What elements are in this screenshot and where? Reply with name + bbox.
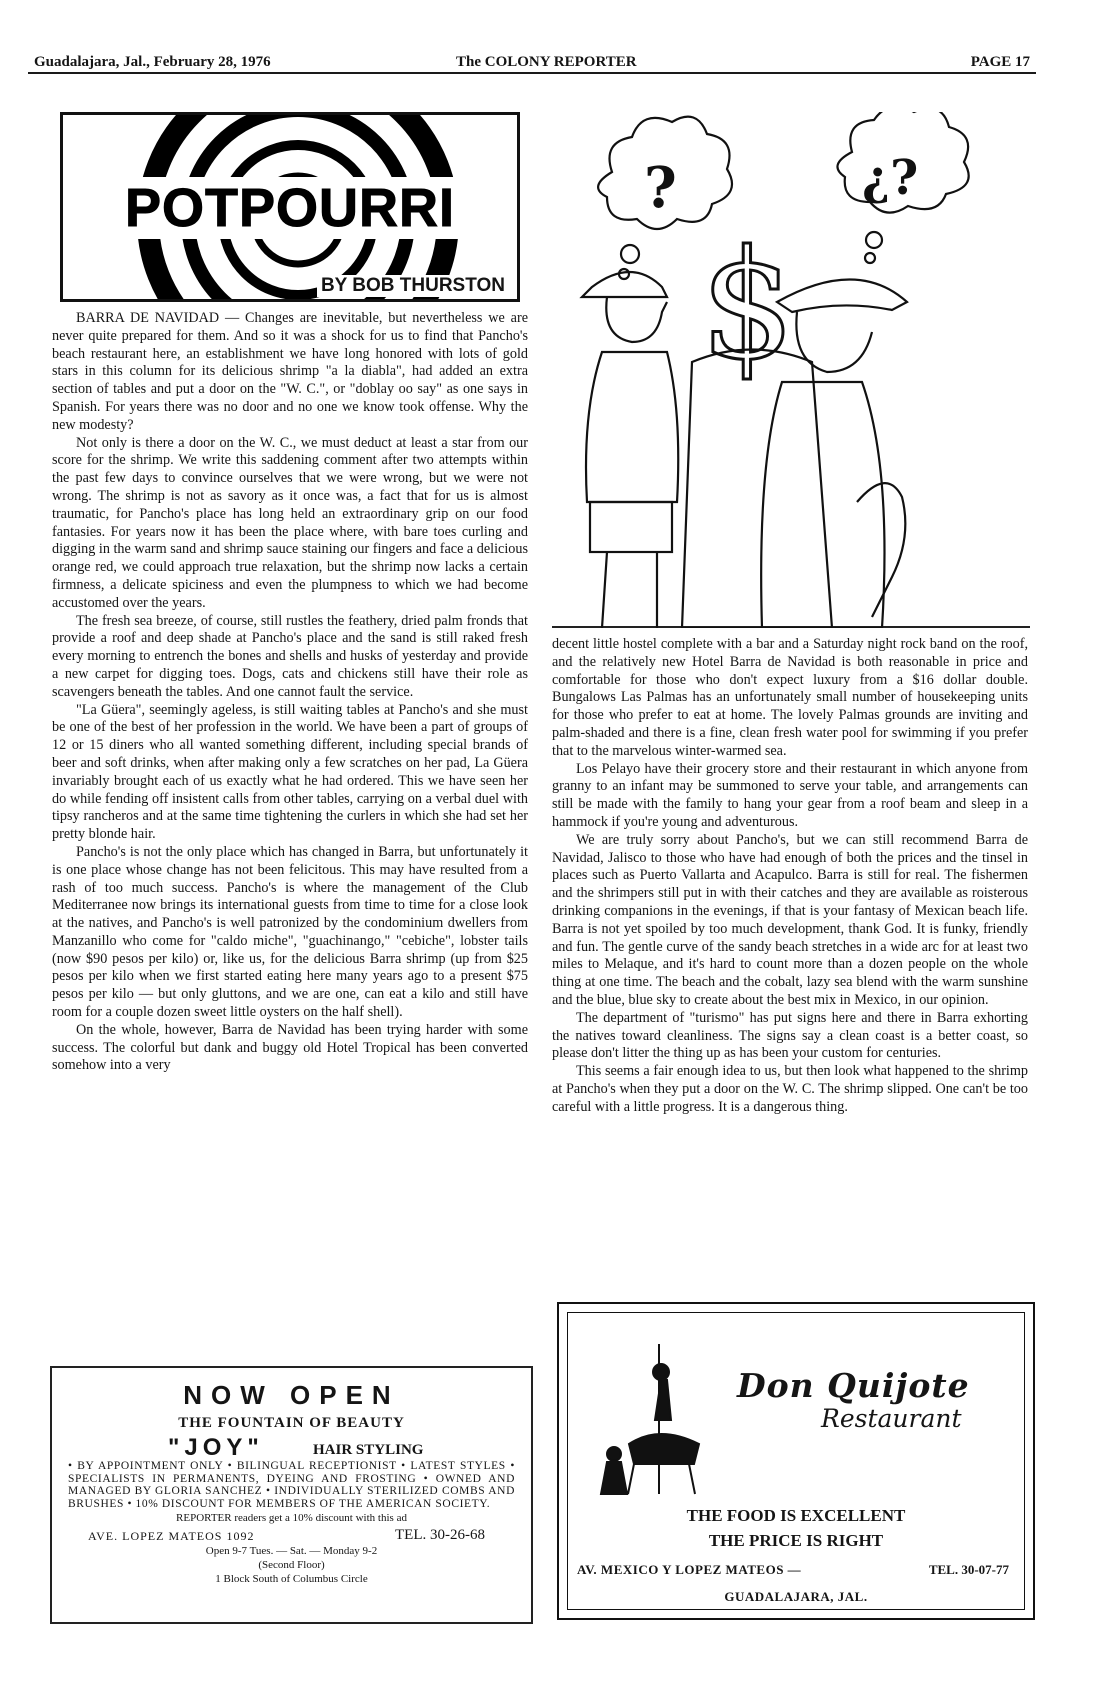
don-quijote-figure-icon: [589, 1334, 729, 1504]
restaurant-city: GUADALAJARA, JAL.: [724, 1589, 868, 1604]
ad-slogan-price: THE PRICE IS RIGHT: [708, 1531, 884, 1550]
cartoon-illustration: [552, 112, 1030, 628]
article-paragraph: Not only is there a door on the W. C., we must deduct at least a star from our score for the shrimp. We write this saddening comment after two attempts within the past few days to convince ourselves that we were wrong, but we were not wrong. The shrimp is not as savory as it once was, a fact that for us is almost traumatic, for Pancho's place has long held an extraordinary grip on our food fantasies. For years now it has been the place where, with bare toes curling and digging in the warm sand and shrimp sauce staining our fingers and face a delicious orange red, we could approach true relaxation, but the shrimp now lacks a certain firmness, a delicate spiciness and even the plumpness to which we had become accustomed over the years.: [52, 434, 528, 611]
thought-bubble-dot: [865, 253, 875, 263]
thought-question-left: ?: [644, 155, 677, 221]
ad-floor: (Second Floor): [258, 1559, 325, 1571]
restaurant-telephone: TEL. 30-07-77: [928, 1562, 1009, 1577]
editorial-cartoon: [552, 112, 1030, 628]
right-man-sombrero: [777, 280, 907, 313]
left-man-head: [606, 297, 667, 342]
ad-telephone: TEL. 30-26-68: [395, 1527, 485, 1543]
ad-salon-name: "JOY": [168, 1434, 264, 1461]
page-header: [28, 50, 1036, 74]
header-newspaper-name: The COLONY REPORTER: [456, 54, 637, 70]
thought-question-right: ¿?: [862, 150, 919, 206]
article-paragraph: decent little hostel complete with a bar and a Saturday night rock band on the roof, and the relatively new Hotel Barra de Navidad is both reasonable in price and comfortable for those who don't expect luxury from a $16 dollar double. Bungalows Las Palmas has an unfortunately small number of housekeeping units for those who prefer to eat at home. The lovely Palmas grounds are inviting and palm-shaded and there is a fine, clean fresh water pool for swimming if you prefer that to the marvelous winter-warmed sea.: [552, 636, 1028, 759]
knight-head: [653, 1364, 669, 1380]
ad-service: HAIR STYLING: [313, 1442, 424, 1458]
ad-reader-discount: REPORTER readers get a 10% discount with this ad: [176, 1512, 407, 1524]
left-man-hat: [582, 272, 667, 297]
left-man-shorts: [590, 502, 672, 552]
ad-details: • BY APPOINTMENT ONLY • BILINGUAL RECEPTIONIST • LATEST STYLES • SPECIALISTS IN PERMANENTS, DYEING AND FROSTING • OWNED AND MANAGED BY GLORIA SANCHEZ • INDIVIDUALLY STERILIZED COMBS AND BRUSHES • 10% DISCOUNT FOR MEMBERS OF THE AMERICAN SOCIETY.: [68, 1460, 515, 1510]
left-man-legs: [602, 552, 657, 628]
horse-legs: [628, 1464, 695, 1494]
restaurant-subtitle: Restaurant: [821, 1404, 962, 1433]
ad-hours: Open 9-7 Tues. — Sat. — Monday 9-2: [205, 1545, 378, 1557]
header-page-number: PAGE 17: [970, 54, 1030, 70]
sancho-head: [607, 1447, 621, 1461]
dollar-sign-sculpture: $: [700, 219, 796, 393]
dog: [857, 483, 905, 617]
article-right-column: [552, 636, 1028, 1276]
ad-name-line: [68, 1434, 515, 1460]
ad-location: 1 Block South of Columbus Circle: [215, 1573, 368, 1585]
article-paragraph: BARRA DE NAVIDAD — Changes are inevitable, but nevertheless we are never quite prepared for them. And so it was a shock for us to find that Pancho's beach restaurant here, an establishment we have long honored with lots of gold stars in this column for its delicious shrimp "a la diabla", had added an extra section of tables and put a door on the "W. C.", or "doblay oo say" as one says in Spanish. For years there was no door and no one we know took offense. Why the new modesty?: [52, 310, 528, 433]
ad-slogan-food: THE FOOD IS EXCELLENT: [686, 1506, 906, 1525]
article-left-column: [52, 310, 528, 1345]
ad-subhead: THE FOUNTAIN OF BEAUTY: [178, 1415, 405, 1431]
thought-bubble-dot: [866, 232, 882, 248]
article-paragraph: The fresh sea breeze, of course, still rustles the feathery, dried palm fronds that provide a roof and deep shade at Pancho's place and the sand is still raked fresh every morning to entrench the bones and shells and husks of yesterday and provide a new carpet for digging toes. Dogs, cats and chickens still have their role as scavengers beneath the tables. And one cannot fault the service.: [52, 612, 528, 700]
advertisement-joy-hair-styling: [50, 1366, 533, 1624]
header-dateline: Guadalajara, Jal., February 28, 1976: [34, 54, 271, 70]
sancho-body: [601, 1462, 627, 1494]
restaurant-address: AV. MEXICO Y LOPEZ MATEOS —: [577, 1562, 802, 1577]
ad-headline: NOW OPEN: [183, 1380, 400, 1410]
article-paragraph: This seems a fair enough idea to us, but then look what happened to the shrimp at Pancho's when they put a door on the W. C. The shrimp slipped. One can't be too careful with a little progress. It is a dangerous thing.: [552, 1063, 1028, 1115]
horse-body: [629, 1434, 699, 1464]
thought-bubble-dot: [621, 245, 639, 263]
article-paragraph: On the whole, however, Barra de Navidad has been trying harder with some success. The colorful but dank and buggy old Hotel Tropical has been converted somehow into a very: [52, 1021, 528, 1074]
article-paragraph: The department of "turismo" has put signs here and there in Barra exhorting the natives toward cleanliness. The signs say a clean coast is a better coast, so please don't litter the thing up as has been your custom for centuries.: [552, 1009, 1028, 1062]
article-paragraph: We are truly sorry about Pancho's, but we can still recommend Barra de Navidad, Jalisco to those who have had enough of both the prices and the tinsel in places such as Puerto Vallarta and Acapulco. Barra is still for real. The fishermen and the shrimpers still put in with their catches and they are available as roisterous drinking companions in the evenings, if that is your fantasy of Mexican beach life. Barra is not yet spoiled by too much development, thank God. It is funky, friendly and fun. The gentle curve of the sandy beach stretches in a wide arc for at least two miles to Melaque, and it's hard to count more than a dozen people on the whole thing at one time. The beach and the cobalt, lazy sea blend with the warm sunshine and the blue, blue sky to create about the best mix in Mexico, in our opinion.: [552, 831, 1028, 1008]
restaurant-name: Don Quijote: [737, 1366, 970, 1405]
article-paragraph: "La Güera", seemingly ageless, is still waiting tables at Pancho's and she must be one of the best of her profession in the world. We have been a part of groups of 12 or 15 diners who all wanted something different, including special brands of beer and soft drinks, when after making only a few scratches on her pad, La Güera invariably brought each of us exactly what he had ordered. This we have seen her do while fending off insistent calls from other tables, carrying on a verbal duel with tipsy rancheros and at the same time tightening the curlers in which she had set her pretty blonde hair.: [52, 701, 528, 843]
masthead-title: POTPOURRI: [124, 178, 456, 238]
ad-address: AVE. LOPEZ MATEOS 1092: [88, 1529, 255, 1543]
right-man-head: [796, 312, 872, 372]
knight-body: [655, 1380, 671, 1420]
column-masthead: [60, 112, 520, 302]
article-paragraph: Pancho's is not the only place which has changed in Barra, but unfortunately it is one place whose change has not been felicitous. This may have resulted from a rash of too much success. Pancho's is where the management of the Club Mediterranee now brings its international guests from time to time for a close look at the natives, and Pancho's is well patronized by the condominium dwellers from Manzanillo who come for "caldo miche", "guachinango," "cebiche", lobster tails (now $90 pesos per kilo) or, like us, for the delicious Barra shrimp (up from $25 pesos per kilo when we first started eating here many years ago to a present $75 pesos per kilo — but only gluttons, and we are one, can eat a kilo and still have room for a couple dozen sweet little oysters on the half shell).: [52, 843, 528, 1021]
ad-address-line: [68, 1527, 515, 1543]
advertisement-don-quijote: [557, 1302, 1035, 1620]
article-paragraph: Los Pelayo have their grocery store and their restaurant in which anyone from granny to an infant may be summoned to serve your table, and arrangements can still be made with the family to hang your gear from a roof beam and sleep in a hammock if you're young and adventurous.: [552, 760, 1028, 830]
left-man-body: [586, 352, 678, 502]
masthead-byline: BY BOB THURSTON: [317, 275, 509, 297]
